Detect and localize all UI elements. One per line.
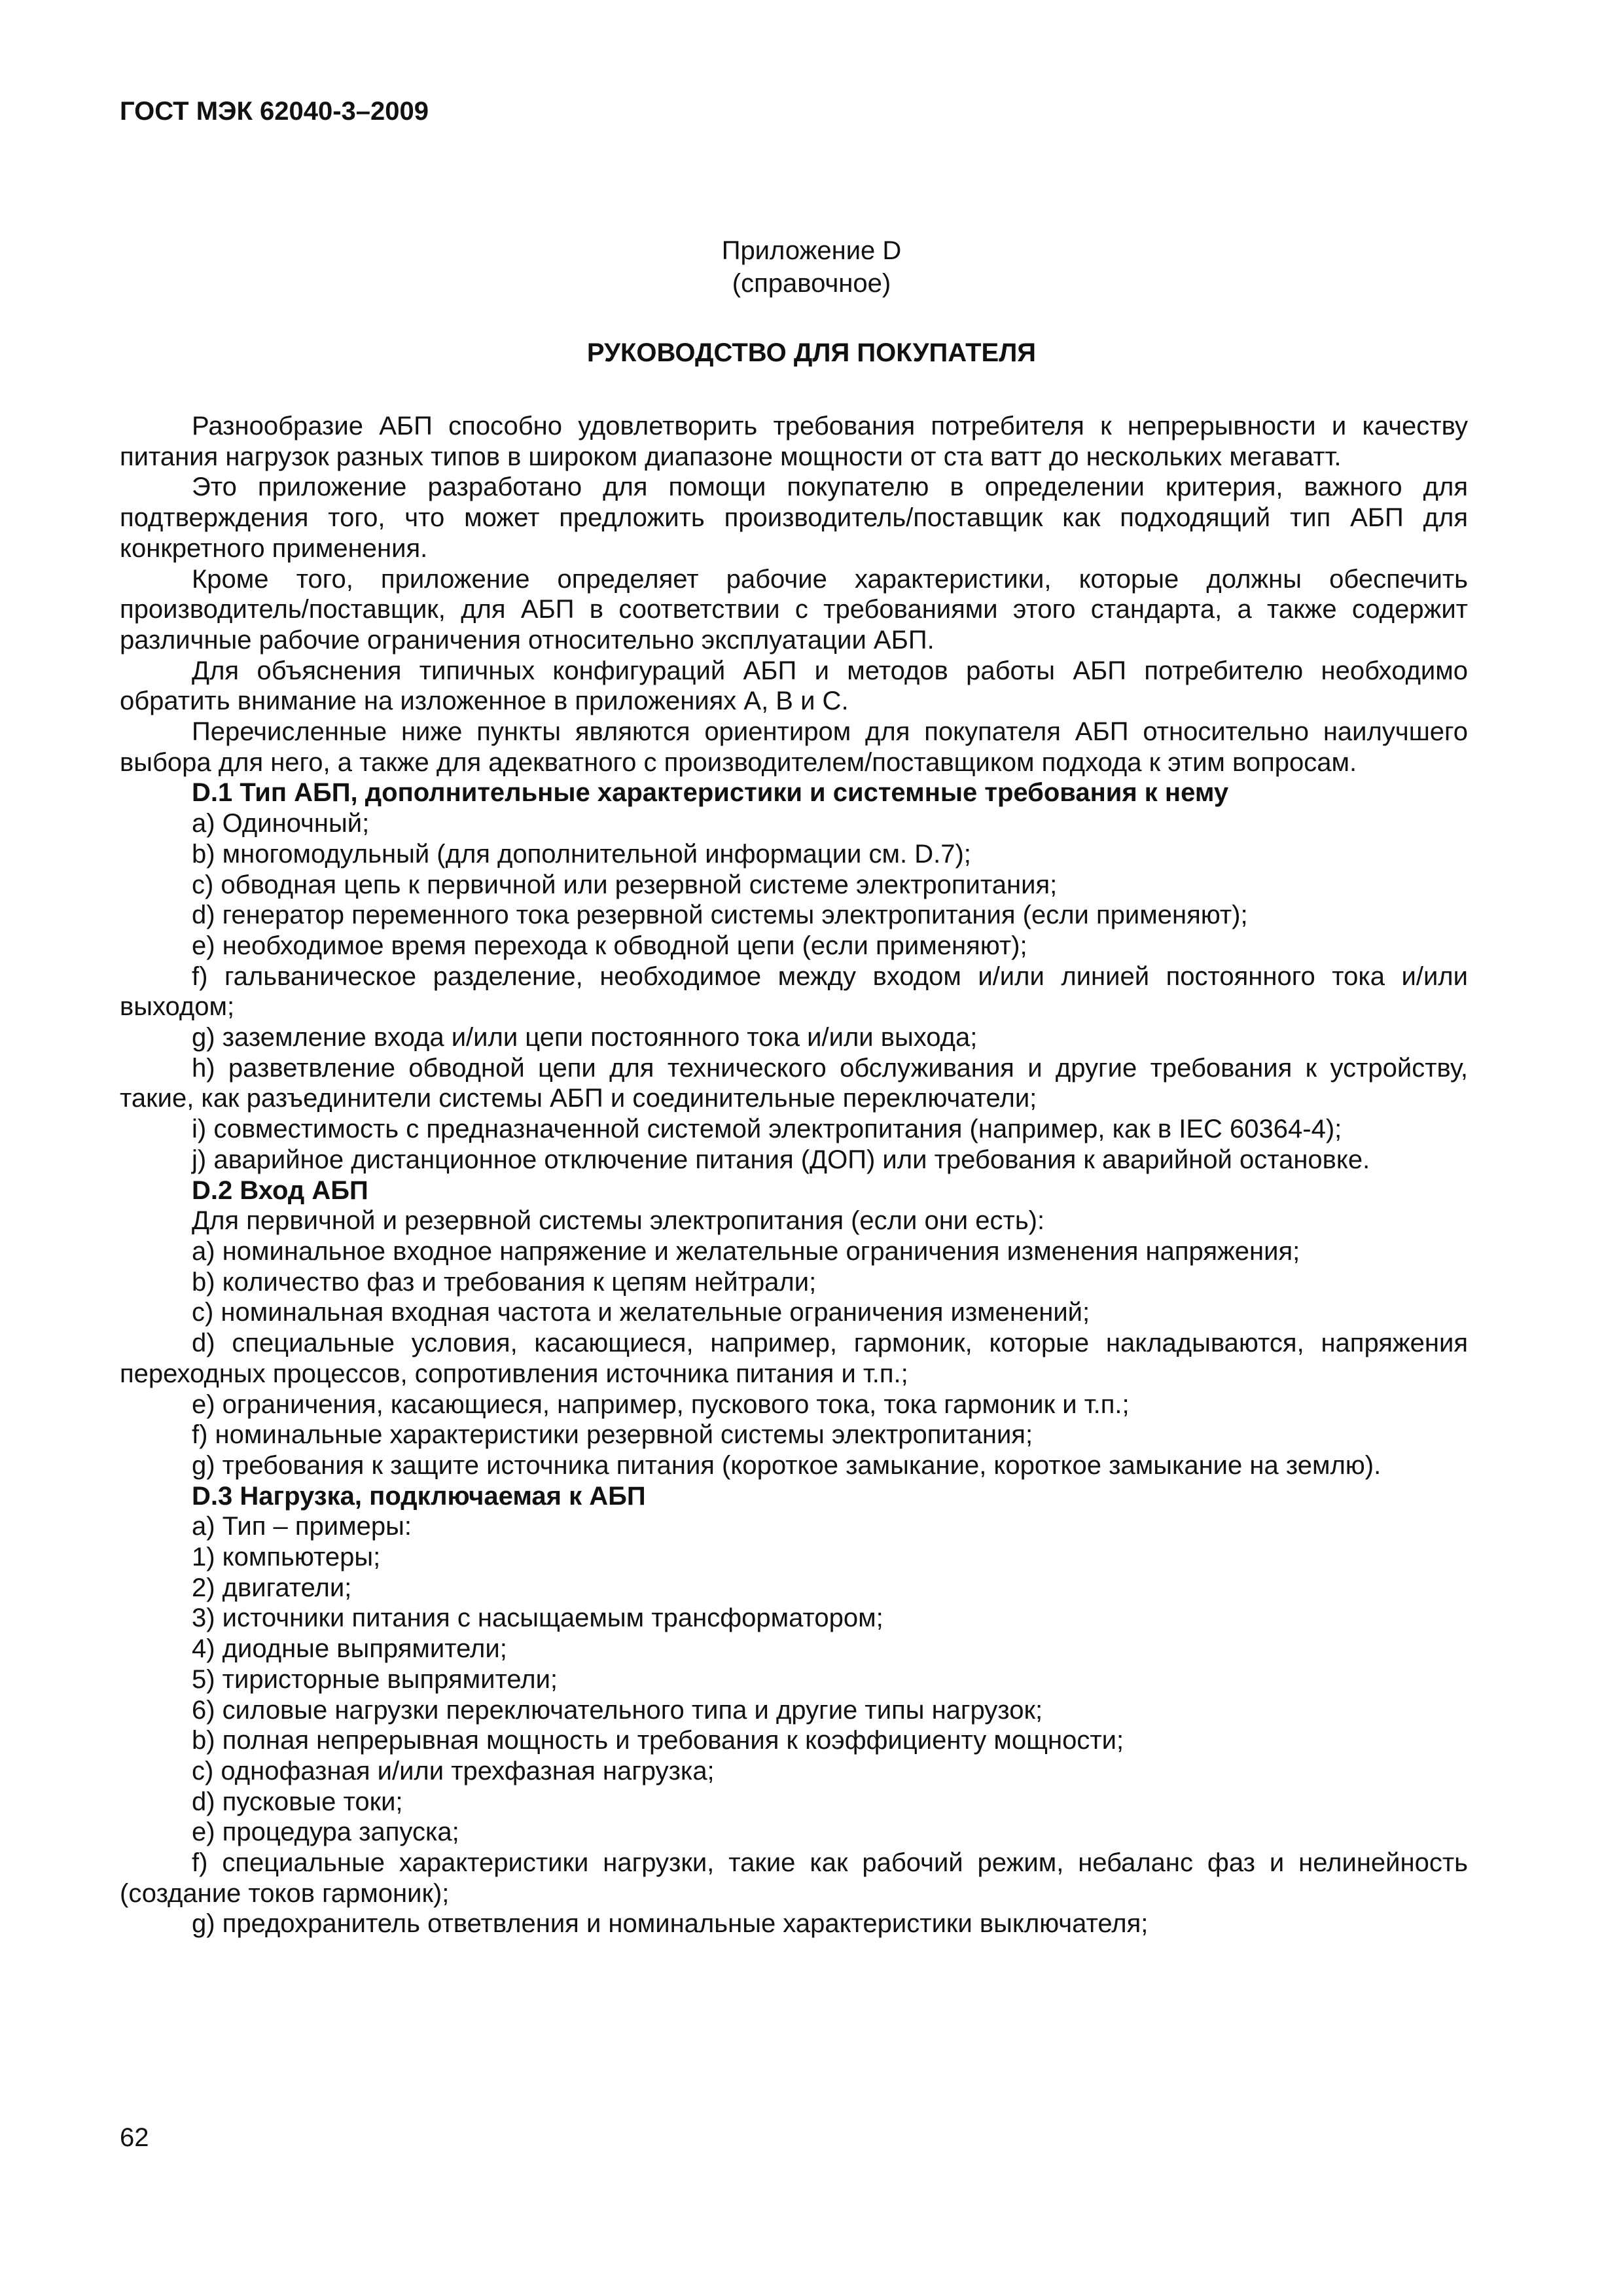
list-item: a) Тип – примеры:	[192, 1512, 412, 1541]
intro-paragraph: Для объяснения типичных конфигураций АБП и методов работы АБП потребителю необходимо обратить внимание на изложенное в приложениях А, В и С.	[120, 656, 1468, 716]
list-item: 3) источники питания с насыщаемым трансформатором;	[192, 1604, 883, 1633]
list-item: e) необходимое время перехода к обводной цепи (если применяют);	[192, 931, 1027, 960]
appendix-type: (справочное)	[732, 269, 891, 298]
body-text	[120, 411, 1468, 1939]
intro-paragraph: Разнообразие АБП способно удовлетворить требования потребителя к непрерывности и качеству питания нагрузок разных типов в широком диапазоне мощности от ста ватт до нескольких мегаватт.	[120, 412, 1468, 471]
section-lead: Для первичной и резервной системы электропитания (если они есть):	[192, 1206, 1045, 1236]
list-item: g) заземление входа и/или цепи постоянного тока и/или выхода;	[192, 1023, 978, 1052]
list-item: b) полная непрерывная мощность и требования к коэффициенту мощности;	[192, 1726, 1124, 1755]
list-item: f) гальваническое разделение, необходимое между входом и/или линией постоянного тока и/или выходом;	[120, 961, 1468, 1022]
list-item: 6) силовые нагрузки переключательного типа и другие типы нагрузок;	[192, 1695, 1043, 1725]
appendix-heading	[0, 234, 1623, 300]
section-heading-d3: D.3 Нагрузка, подключаемая к АБП	[192, 1481, 646, 1511]
list-item: i) совместимость с предназначенной системой электропитания (например, как в IEC 60364-4);	[192, 1115, 1342, 1144]
list-item: c) однофазная и/или трехфазная нагрузка;	[192, 1756, 715, 1785]
page-number: 62	[120, 2123, 149, 2152]
list-item: c) номинальная входная частота и желательные ограничения изменений;	[192, 1298, 1090, 1327]
list-item: b) количество фаз и требования к цепям нейтрали;	[192, 1267, 817, 1297]
list-item: d) пусковые токи;	[192, 1787, 403, 1816]
page-title: РУКОВОДСТВО ДЛЯ ПОКУПАТЕЛЯ	[586, 338, 1037, 367]
list-item: g) предохранитель ответвления и номинальные характеристики выключателя;	[192, 1909, 1149, 1939]
section-heading-d2: D.2 Вход АБП	[192, 1175, 368, 1205]
appendix-label: Приложение D	[721, 236, 902, 265]
list-item: a) Одиночный;	[192, 809, 370, 838]
document-header: ГОСТ МЭК 62040-3–2009	[120, 97, 429, 126]
intro-paragraph: Перечисленные ниже пункты являются ориентиром для покупателя АБП относительно наилучшего выбора для него, а также для адекватного с производителем/поставщиком подхода к этим вопросам.	[120, 717, 1468, 777]
section-heading-d1: D.1 Тип АБП, дополнительные характеристики и системные требования к нему	[192, 778, 1229, 808]
intro-paragraph: Это приложение разработано для помощи покупателю в определении критерия, важного для подтверждения того, что может предложить производитель/поставщик как подходящий тип АБП для конкретного применения.	[120, 473, 1468, 563]
list-item: f) номинальные характеристики резервной системы электропитания;	[192, 1420, 1033, 1450]
intro-paragraph: Кроме того, приложение определяет рабочие характеристики, которые должны обеспечить производитель/поставщик, для АБП в соответствии с требованиями этого стандарта, а также содержит различные рабочие ограничения относительно эксплуатации АБП.	[120, 564, 1468, 655]
list-item: d) генератор переменного тока резервной системы электропитания (если применяют);	[192, 901, 1248, 930]
list-item: b) многомодульный (для дополнительной информации см. D.7);	[192, 839, 971, 869]
list-item: h) разветвление обводной цепи для технического обслуживания и другие требования к устройству, такие, как разъединители системы АБП и соединительные переключатели;	[120, 1053, 1468, 1113]
list-item: 2) двигатели;	[192, 1573, 352, 1602]
list-item: j) аварийное дистанционное отключение питания (ДОП) или требования к аварийной остановке.	[192, 1145, 1370, 1174]
list-item: 1) компьютеры;	[192, 1543, 381, 1572]
list-item: e) ограничения, касающиеся, например, пускового тока, тока гармоник и т.п.;	[192, 1390, 1130, 1419]
list-item: a) номинальное входное напряжение и желательные ограничения изменения напряжения;	[192, 1236, 1300, 1266]
list-item: d) специальные условия, касающиеся, например, гармоник, которые накладываются, напряжения переходных процессов, сопротивления источника питания и т.п.;	[120, 1329, 1468, 1388]
list-item: f) специальные характеристики нагрузки, такие как рабочий режим, небаланс фаз и нелинейность (создание токов гармоник);	[120, 1848, 1468, 1908]
list-item: 4) диодные выпрямители;	[192, 1634, 507, 1664]
list-item: c) обводная цепь к первичной или резервной системе электропитания;	[192, 870, 1058, 899]
list-item: g) требования к защите источника питания (короткое замыкание, короткое замыкание на землю).	[192, 1450, 1382, 1480]
list-item: 5) тиристорные выпрямители;	[192, 1664, 558, 1694]
list-item: e) процедура запуска;	[192, 1818, 459, 1847]
